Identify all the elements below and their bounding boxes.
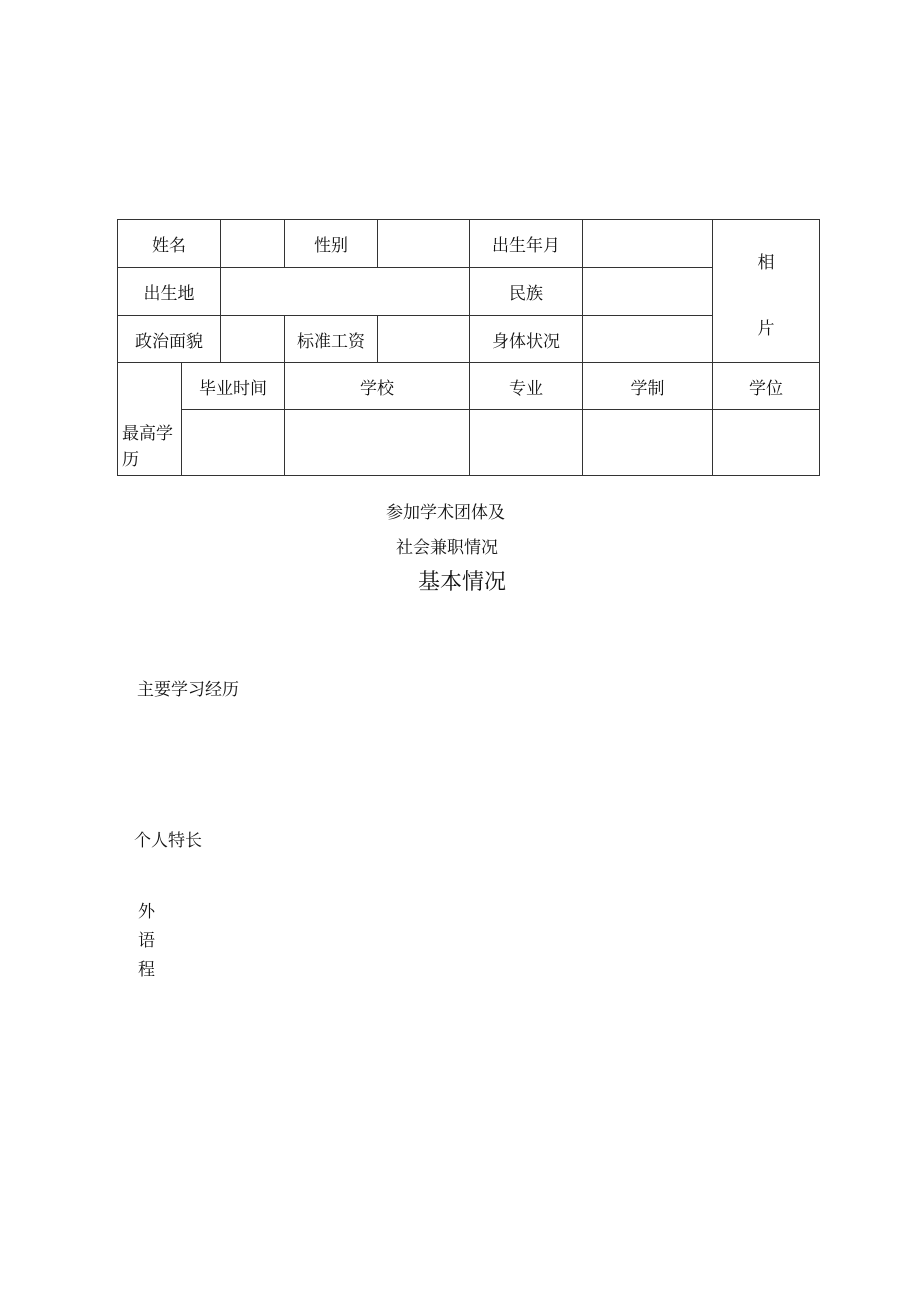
ethnicity-label: 民族 <box>470 268 583 316</box>
gender-label: 性别 <box>285 220 378 268</box>
basic-info-title: 基本情况 <box>418 570 507 595</box>
foreign-language-char-1: 外 <box>138 902 155 922</box>
graduation-time-header: 毕业时间 <box>182 363 285 410</box>
birthplace-label: 出生地 <box>118 268 221 316</box>
foreign-language-char-3: 程 <box>138 960 155 980</box>
political-status-label: 政治面貌 <box>118 316 221 363</box>
foreign-language-label <box>138 898 155 985</box>
birthplace-value-cell[interactable] <box>221 268 470 316</box>
degree-header: 学位 <box>713 363 820 410</box>
highest-education-label <box>118 363 182 476</box>
photo-label-top: 相 <box>757 253 775 273</box>
graduation-time-value-cell[interactable] <box>182 410 285 476</box>
photo-cell[interactable] <box>713 220 820 363</box>
standard-salary-label: 标准工资 <box>285 316 378 363</box>
political-status-value-cell[interactable] <box>221 316 285 363</box>
foreign-language-char-2: 语 <box>138 931 155 951</box>
academic-groups-label-line1: 参加学术团体及 <box>386 503 505 523</box>
name-value-cell[interactable] <box>221 220 285 268</box>
photo-label-bottom: 片 <box>757 319 775 339</box>
study-length-value-cell[interactable] <box>583 410 713 476</box>
birth-date-label: 出生年月 <box>470 220 583 268</box>
highest-education-label-line1: 最高学 <box>122 424 173 444</box>
highest-education-label-line2: 历 <box>122 450 139 470</box>
study-history-label: 主要学习经历 <box>137 680 239 700</box>
basic-info-table <box>117 219 820 476</box>
degree-value-cell[interactable] <box>713 410 820 476</box>
school-header: 学校 <box>285 363 470 410</box>
study-length-header: 学制 <box>583 363 713 410</box>
personal-strengths-label: 个人特长 <box>134 831 202 851</box>
health-value-cell[interactable] <box>583 316 713 363</box>
standard-salary-value-cell[interactable] <box>378 316 470 363</box>
birth-date-value-cell[interactable] <box>583 220 713 268</box>
ethnicity-value-cell[interactable] <box>583 268 713 316</box>
academic-groups-label-line2: 社会兼职情况 <box>396 538 498 558</box>
school-value-cell[interactable] <box>285 410 470 476</box>
health-label: 身体状况 <box>470 316 583 363</box>
name-label: 姓名 <box>118 220 221 268</box>
major-header: 专业 <box>470 363 583 410</box>
gender-value-cell[interactable] <box>378 220 470 268</box>
major-value-cell[interactable] <box>470 410 583 476</box>
